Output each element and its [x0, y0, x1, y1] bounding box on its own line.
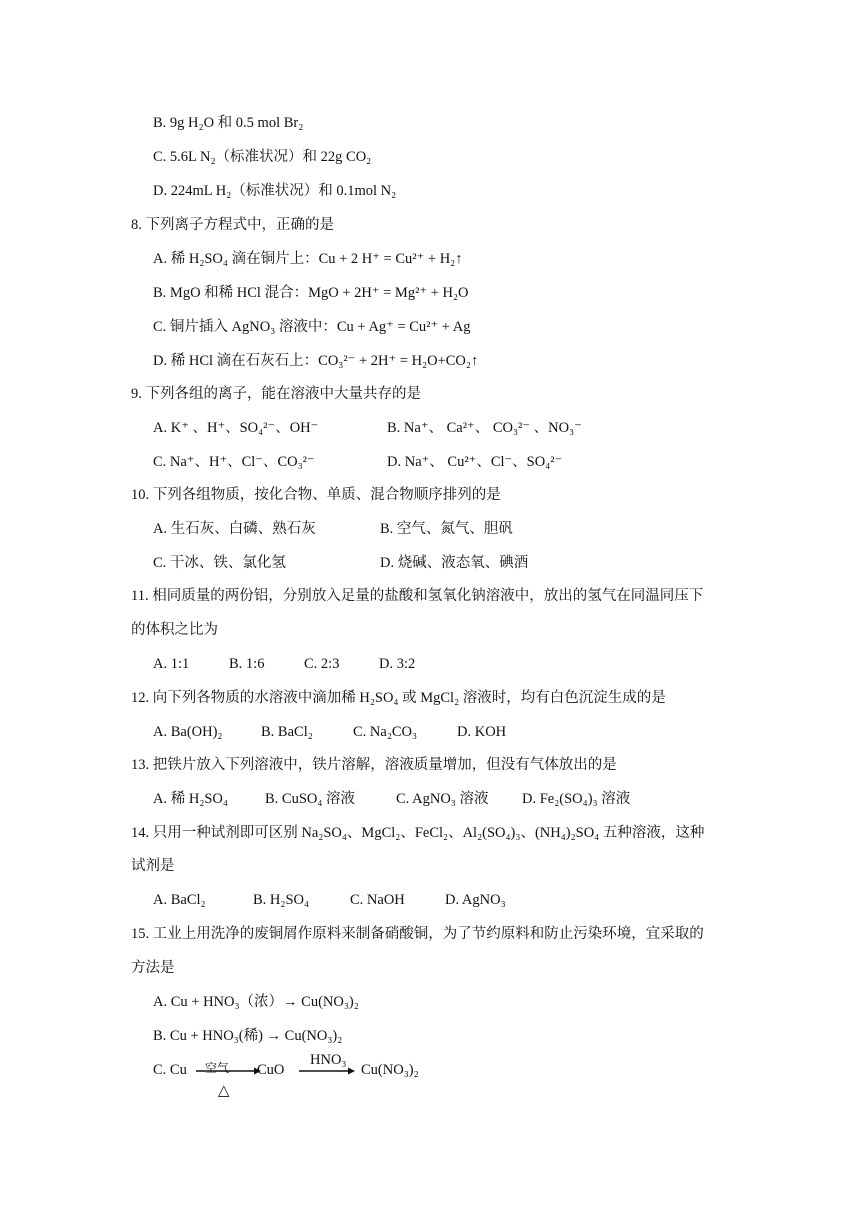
q9-option-c: C. Na⁺、H⁺、Cl⁻、CO₃²⁻ — [153, 454, 315, 470]
q15-option-c-prefix: C. Cu — [153, 1062, 187, 1078]
q12-option-a: A. Ba(OH)₂ — [153, 724, 223, 740]
q14-stem-line2: 试剂是 — [131, 858, 175, 874]
q10-option-d: D. 烧碱、液态氧、碘酒 — [380, 555, 529, 571]
q15-arrow1-condition-bottom: △ — [218, 1083, 230, 1099]
q15-arrow1-condition-top: 空气 — [205, 1061, 230, 1075]
q15-arrow2-icon — [299, 1066, 355, 1076]
q12-option-b: B. BaCl₂ — [261, 724, 313, 740]
q8-option-c: C. 铜片插入 AgNO₃ 溶液中：Cu + Ag⁺ = Cu²⁺ + Ag — [153, 319, 471, 335]
q12-option-d: D. KOH — [457, 724, 507, 740]
q14-option-b: B. H₂SO₄ — [253, 892, 310, 908]
q8-option-a: A. 稀 H₂SO₄ 滴在铜片上：Cu + 2 H⁺ = Cu²⁺ + H₂↑ — [153, 251, 463, 267]
q15-option-c-end: Cu(NO₃)₂ — [361, 1062, 419, 1078]
q14-option-c: C. NaOH — [350, 892, 405, 908]
q7-option-d: D. 224mL H₂（标准状况）和 0.1mol N₂ — [153, 183, 397, 199]
q7-option-b: B. 9g H₂O 和 0.5 mol Br₂ — [153, 115, 304, 131]
q10-option-a: A. 生石灰、白磷、熟石灰 — [153, 521, 316, 537]
q8-stem: 8. 下列离子方程式中，正确的是 — [131, 217, 334, 233]
q11-option-a: A. 1:1 — [153, 656, 190, 672]
q15-arrow1-icon — [196, 1066, 262, 1076]
q12-option-c: C. Na₂CO₃ — [353, 724, 418, 740]
q9-option-b: B. Na⁺、 Ca²⁺、 CO₃²⁻ 、NO₃⁻ — [387, 420, 582, 436]
q14-option-a: A. BaCl₂ — [153, 892, 206, 908]
q10-option-c: C. 干冰、铁、氯化氢 — [153, 555, 286, 571]
q11-stem-line1: 11. 相同质量的两份铝，分别放入足量的盐酸和氢氧化钠溶液中，放出的氢气在同温同压下 — [131, 588, 704, 604]
q13-option-c: C. AgNO₃ 溶液 — [396, 791, 489, 807]
q15-arrow2-condition-top: HNO₃ — [310, 1052, 347, 1068]
q13-option-b: B. CuSO₄ 溶液 — [265, 791, 356, 807]
q9-option-d: D. Na⁺、 Cu²⁺、Cl⁻、SO₄²⁻ — [387, 454, 563, 470]
q13-option-d: D. Fe₂(SO₄)₃ 溶液 — [522, 791, 631, 807]
q8-option-b: B. MgO 和稀 HCl 混合：MgO + 2H⁺ = Mg²⁺ + H₂O — [153, 285, 469, 301]
q11-option-b: B. 1:6 — [229, 656, 265, 672]
q15-option-a: A. Cu + HNO₃（浓）→ Cu(NO₃)₂ — [153, 994, 359, 1010]
q12-stem: 12. 向下列各物质的水溶液中滴加稀 H₂SO₄ 或 MgCl₂ 溶液时，均有白色沉淀生成的是 — [131, 690, 666, 706]
q9-option-a: A. K⁺ 、H⁺、SO₄²⁻、OH⁻ — [153, 420, 319, 436]
q15-option-b: B. Cu + HNO₃(稀) → Cu(NO₃)₂ — [153, 1028, 343, 1044]
q10-stem: 10. 下列各组物质，按化合物、单质、混合物顺序排列的是 — [131, 487, 501, 503]
q13-option-a: A. 稀 H₂SO₄ — [153, 791, 228, 807]
q11-stem-line2: 的体积之比为 — [131, 622, 218, 638]
q14-option-d: D. AgNO₃ — [445, 892, 506, 908]
q15-stem-line1: 15. 工业上用洗净的废铜屑作原料来制备硝酸铜，为了节约原料和防止污染环境，宜采取的 — [131, 926, 704, 942]
q15-option-c-mid: CuO — [257, 1062, 285, 1078]
q10-option-b: B. 空气、氮气、胆矾 — [380, 521, 513, 537]
q13-stem: 13. 把铁片放入下列溶液中，铁片溶解，溶液质量增加，但没有气体放出的是 — [131, 757, 617, 773]
q7-option-c: C. 5.6L N₂（标准状况）和 22g CO₂ — [153, 149, 372, 165]
q8-option-d: D. 稀 HCl 滴在石灰石上：CO₃²⁻ + 2H⁺ = H₂O+CO₂↑ — [153, 353, 479, 369]
q11-option-d: D. 3:2 — [379, 656, 416, 672]
q9-stem: 9. 下列各组的离子，能在溶液中大量共存的是 — [131, 386, 421, 402]
q15-stem-line2: 方法是 — [131, 960, 175, 976]
q14-stem-line1: 14. 只用一种试剂即可区别 Na₂SO₄、MgCl₂、FeCl₂、Al₂(SO₄)₃、(NH₄)₂SO₄ 五种溶液，这种 — [131, 825, 705, 841]
q11-option-c: C. 2:3 — [304, 656, 340, 672]
